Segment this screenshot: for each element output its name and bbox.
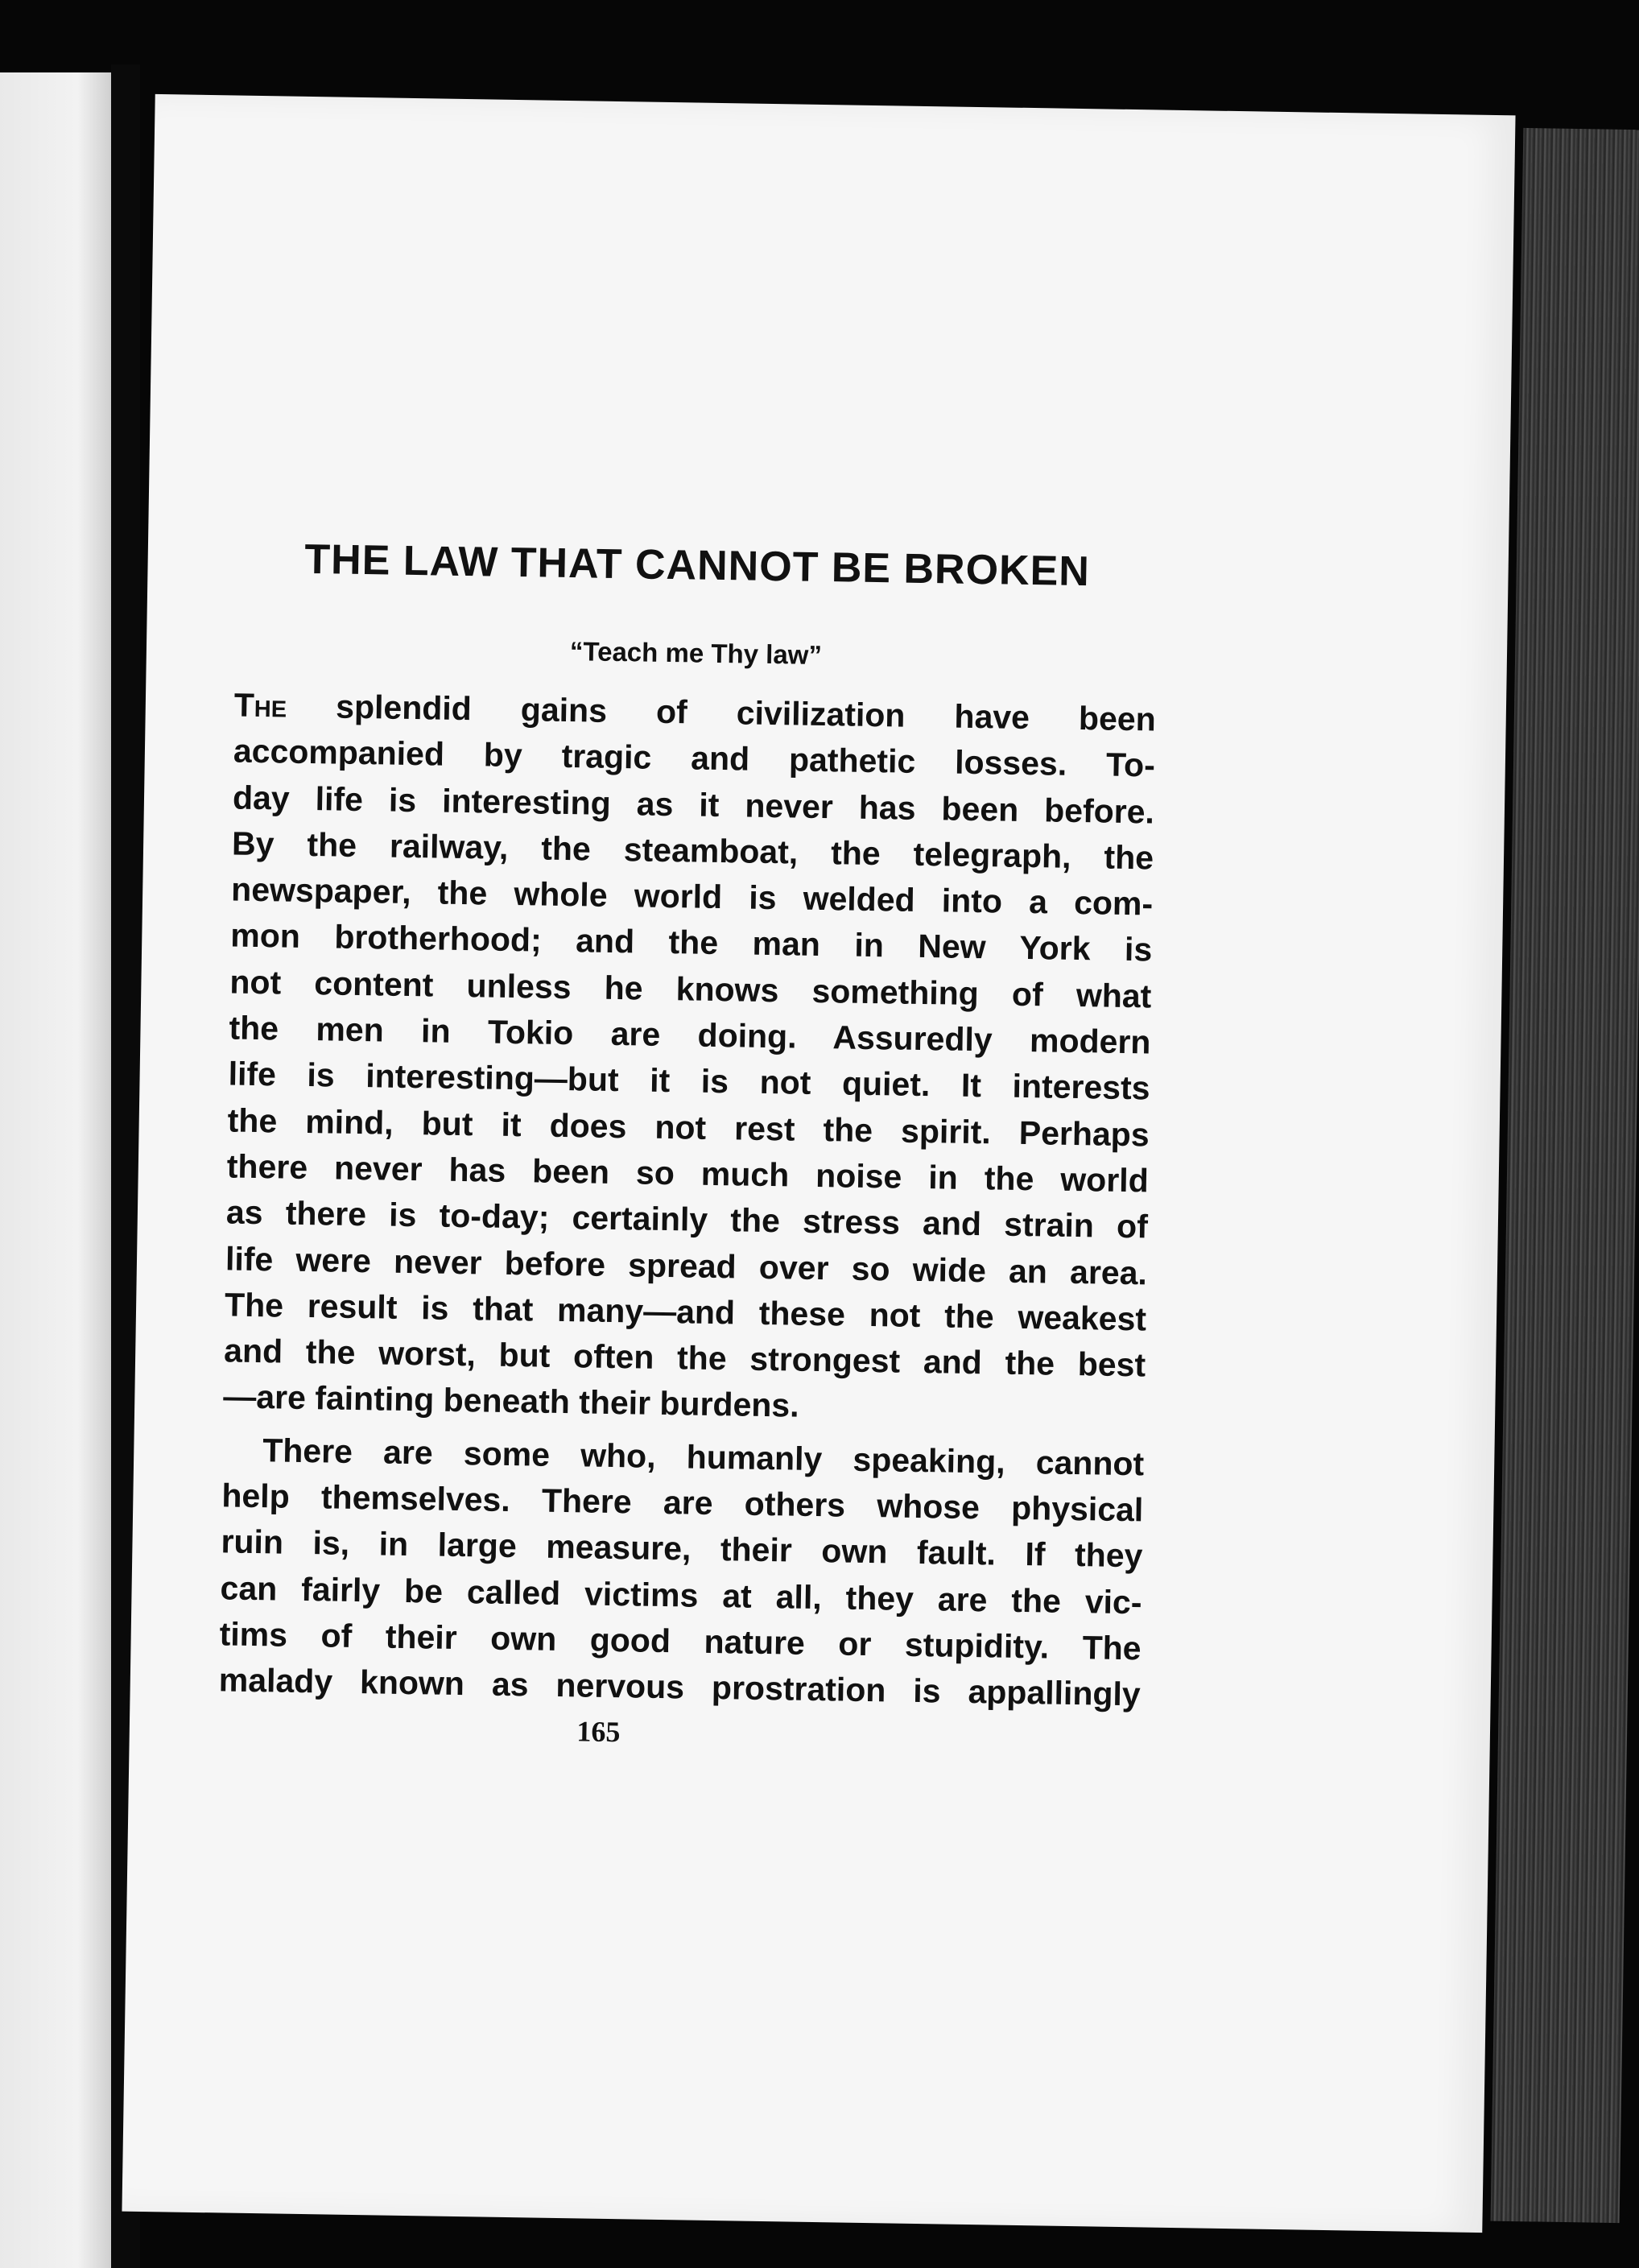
paragraph-line: accompanied by tragic and pathetic losses. To- [233, 732, 1156, 784]
paragraph-1 [223, 683, 1156, 1436]
paragraph-line: the men in Tokio are doing. Assuredly modern [229, 1009, 1151, 1061]
paragraph-line: —are fainting beneath their burdens. [222, 1378, 799, 1425]
paragraph-2 [218, 1427, 1144, 1718]
paragraph-line: life is interesting—but it is not quiet. It interests [228, 1055, 1150, 1107]
paragraph-line: By the railway, the steamboat, the telegraph, the [231, 824, 1154, 877]
paragraph-line: The splendid gains of civilization have been [233, 686, 1157, 738]
epigraph: “Teach me Thy law” [569, 636, 823, 670]
paragraph-line: day life is interesting as it never has been before. [232, 779, 1155, 831]
paragraph-line: can fairly be called victims at all, they are the vic- [220, 1569, 1142, 1621]
paragraph-line: and the worst, but often the strongest and the best [223, 1332, 1146, 1384]
paragraph-line: The result is that many—and these not the weakest [224, 1286, 1147, 1338]
paragraph-line: newspaper, the whole world is welded into a com- [230, 870, 1154, 923]
lead-word: The [233, 686, 287, 725]
paragraph-line: ruin is, in large measure, their own fault. If they [221, 1522, 1143, 1575]
page-edges [1491, 128, 1639, 2223]
paragraph-line: as there is to-day; certainly the stress and strain of [225, 1193, 1149, 1246]
paragraph-line: life were never before spread over so wide an area. [225, 1240, 1148, 1291]
paragraph-line: the mind, but it does not rest the spirit. Perhaps [227, 1101, 1150, 1154]
paragraph-line: mon brotherhood; and the man in New York is [229, 916, 1153, 969]
paragraph-line: there never has been so much noise in the world [226, 1147, 1150, 1200]
page-text [218, 535, 1158, 1757]
book-page [122, 94, 1515, 2233]
paragraph-line: help themselves. There are others whose physical [221, 1477, 1144, 1529]
page-number: 165 [576, 1714, 621, 1748]
paragraph-line: tims of their own good nature or stupidity. The [219, 1615, 1142, 1667]
paragraph-line: malady known as nervous prostration is appallingly [218, 1661, 1142, 1713]
facing-page-edge [0, 72, 111, 2268]
paragraph-line: There are some who, humanly speaking, cannot [262, 1431, 1145, 1483]
chapter-title: THE LAW THAT CANNOT BE BROKEN [303, 535, 1091, 596]
paragraph-line: not content unless he knows something of what [229, 963, 1152, 1015]
